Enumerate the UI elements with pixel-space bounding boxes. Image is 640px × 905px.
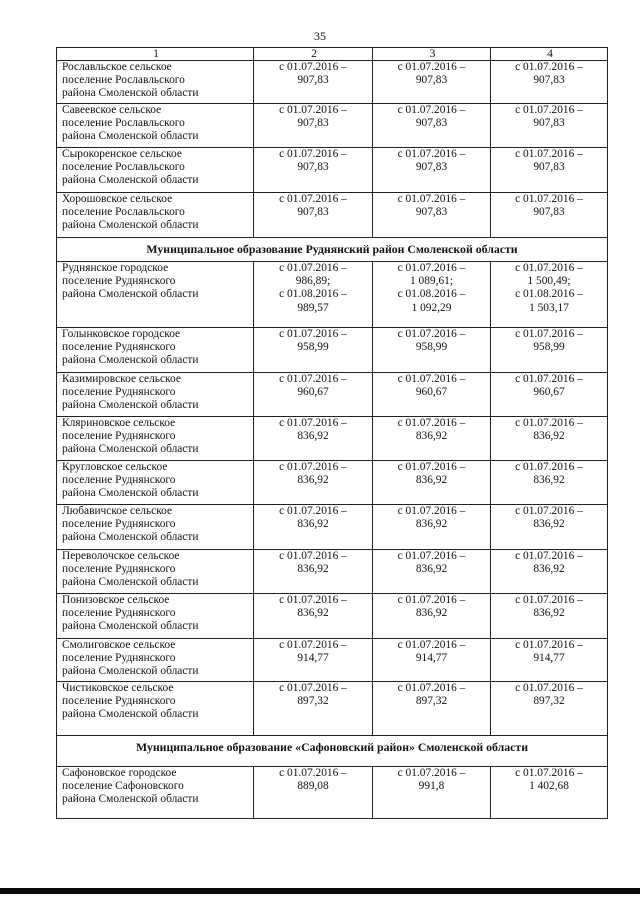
tariff-line: с 01.07.2016 – <box>397 639 466 651</box>
tariff-line: с 01.07.2016 – <box>515 328 583 340</box>
name-line: поселение Рославльского <box>62 161 185 174</box>
tariff-cell-col3 <box>373 328 491 373</box>
tariff-line: с 01.07.2016 – <box>397 594 466 606</box>
municipality-name-cell <box>57 328 254 373</box>
tariff-cell-col3 <box>373 61 491 104</box>
tariff-line: с 01.07.2016 – <box>397 505 466 517</box>
tariff-cell-col2 <box>254 417 373 461</box>
column-number: 2 <box>254 48 373 61</box>
tariff-line: 907,83 <box>415 74 448 87</box>
tariff-cell-col3 <box>373 461 491 505</box>
tariff-line: 986,89; <box>295 275 331 288</box>
tariff-line: 836,92 <box>415 607 448 620</box>
tariff-line: с 01.08.2016 – <box>397 288 466 301</box>
tariff-cell-col3 <box>373 639 491 682</box>
tariff-line: с 01.07.2016 – <box>279 373 347 385</box>
name-line: района Смоленской области <box>62 487 199 500</box>
tariff-cell-col2 <box>254 328 373 373</box>
tariff-line: 897,32 <box>297 695 329 708</box>
tariff-line: 914,77 <box>297 652 329 665</box>
tariff-cell-col4 <box>491 767 608 819</box>
municipality-name-cell <box>57 639 254 682</box>
tariff-line: 836,92 <box>297 518 329 531</box>
tariff-cell-col3 <box>373 104 491 148</box>
name-line: района Смоленской области <box>62 399 199 412</box>
table-row <box>57 767 608 819</box>
table-row <box>57 193 608 238</box>
name-line: поселение Руднянского <box>62 607 176 620</box>
section-heading: Муниципальное образование Руднянский район Смоленской области <box>57 238 608 262</box>
tariff-cell-col4 <box>491 461 608 505</box>
tariff-line: с 01.08.2016 – <box>279 288 347 301</box>
tariff-line: 836,92 <box>415 563 448 576</box>
tariff-line: с 01.07.2016 – <box>397 148 466 160</box>
tariff-line: с 01.08.2016 – <box>515 288 583 301</box>
tariff-line: 836,92 <box>415 474 448 487</box>
tariff-cell-col2 <box>254 193 373 238</box>
tariff-line: с 01.07.2016 – <box>515 417 583 429</box>
name-line: поселение Руднянского <box>62 652 176 665</box>
tariff-line: 991,8 <box>418 780 445 793</box>
tariff-cell-col3 <box>373 193 491 238</box>
tariff-line: с 01.07.2016 – <box>279 639 347 651</box>
table-row <box>57 461 608 505</box>
tariff-line: 836,92 <box>533 518 565 531</box>
tariff-cell-col2 <box>254 61 373 104</box>
tariff-cell-col4 <box>491 262 608 328</box>
municipality-name-cell <box>57 550 254 594</box>
tariff-cell-col2 <box>254 461 373 505</box>
tariff-line: 897,32 <box>533 695 565 708</box>
tariff-line: с 01.07.2016 – <box>515 373 583 385</box>
tariff-line: 889,08 <box>297 780 329 793</box>
tariff-cell-col2 <box>254 104 373 148</box>
tariff-line: 907,83 <box>297 74 329 87</box>
tariff-cell-col4 <box>491 104 608 148</box>
municipality-name-cell <box>57 767 254 819</box>
tariff-cell-col3 <box>373 767 491 819</box>
tariff-cell-col4 <box>491 505 608 550</box>
tariff-line: с 01.07.2016 – <box>515 148 583 160</box>
tariff-cell-col3 <box>373 682 491 736</box>
tariff-cell-col4 <box>491 328 608 373</box>
name-line: Понизовское сельское <box>62 594 170 606</box>
tariff-line: с 01.07.2016 – <box>515 104 583 116</box>
tariff-cell-col3 <box>373 550 491 594</box>
tariff-line: с 01.07.2016 – <box>279 104 347 116</box>
name-line: поселение Руднянского <box>62 695 176 708</box>
tariff-line: с 01.07.2016 – <box>397 104 466 116</box>
tariff-line: с 01.07.2016 – <box>279 594 347 606</box>
name-line: района Смоленской области <box>62 443 199 456</box>
tariff-line: с 01.07.2016 – <box>515 505 583 517</box>
tariff-line: с 01.07.2016 – <box>515 767 583 779</box>
municipality-name-cell <box>57 148 254 193</box>
tariff-line: с 01.07.2016 – <box>515 639 583 651</box>
name-line: поселение Руднянского <box>62 386 176 399</box>
tariff-line: 907,83 <box>297 161 329 174</box>
name-line: Чистиковское сельское <box>62 682 174 694</box>
tariff-line: 914,77 <box>415 652 448 665</box>
tariff-line: 907,83 <box>415 161 448 174</box>
name-line: Сырокоренское сельское <box>62 148 182 160</box>
tariff-cell-col2 <box>254 639 373 682</box>
tariff-line: 907,83 <box>533 206 565 219</box>
table-row <box>57 328 608 373</box>
tariff-line: с 01.07.2016 – <box>279 328 347 340</box>
tariff-line: с 01.07.2016 – <box>397 328 466 340</box>
tariff-line: с 01.07.2016 – <box>397 193 466 205</box>
bottom-rule <box>0 888 640 894</box>
name-line: поселение Руднянского <box>62 275 176 288</box>
tariff-cell-col2 <box>254 594 373 639</box>
tariff-line: 836,92 <box>297 607 329 620</box>
tariff-line: 907,83 <box>415 117 448 130</box>
table-row <box>57 417 608 461</box>
table-row <box>57 594 608 639</box>
tariff-line: с 01.07.2016 – <box>397 61 466 73</box>
municipality-name-cell <box>57 461 254 505</box>
tariff-cell-col4 <box>491 550 608 594</box>
tariff-cell-col3 <box>373 148 491 193</box>
tariff-line: 1 089,61; <box>409 275 454 288</box>
name-line: поселение Руднянского <box>62 430 176 443</box>
tariff-line: с 01.07.2016 – <box>397 682 466 694</box>
name-line: района Смоленской области <box>62 87 199 100</box>
tariff-cell-col2 <box>254 148 373 193</box>
tariff-line: 958,99 <box>297 341 329 354</box>
table-row <box>57 148 608 193</box>
tariff-line: 1 503,17 <box>529 301 569 314</box>
tariff-cell-col4 <box>491 148 608 193</box>
tariff-line: 897,32 <box>415 695 448 708</box>
column-number: 3 <box>373 48 491 61</box>
tariff-cell-col2 <box>254 682 373 736</box>
tariff-line: 1 500,49; <box>527 275 571 288</box>
name-line: района Смоленской области <box>62 130 199 143</box>
tariff-line: с 01.07.2016 – <box>279 505 347 517</box>
tariff-line: с 01.07.2016 – <box>279 461 347 473</box>
tariff-table <box>56 47 608 819</box>
name-line: района Смоленской области <box>62 531 199 544</box>
tariff-line: с 01.07.2016 – <box>397 417 466 429</box>
table-row <box>57 373 608 417</box>
tariff-cell-col4 <box>491 594 608 639</box>
tariff-line: с 01.07.2016 – <box>515 262 583 274</box>
name-line: Голынковское городское <box>62 328 181 340</box>
tariff-line: с 01.07.2016 – <box>515 461 583 473</box>
tariff-line: 907,83 <box>533 74 565 87</box>
column-number: 4 <box>491 48 608 61</box>
name-line: поселение Руднянского <box>62 474 176 487</box>
tariff-line: 836,92 <box>533 607 565 620</box>
table-row <box>57 550 608 594</box>
tariff-line: с 01.07.2016 – <box>397 767 466 779</box>
tariff-line: с 01.07.2016 – <box>279 417 347 429</box>
tariff-cell-col2 <box>254 505 373 550</box>
name-line: поселение Рославльского <box>62 117 185 130</box>
tariff-cell-col2 <box>254 550 373 594</box>
name-line: Хорошовское сельское <box>62 193 173 205</box>
tariff-cell-col4 <box>491 417 608 461</box>
table-row <box>57 505 608 550</box>
name-line: района Смоленской области <box>62 219 199 232</box>
name-line: Рославльское сельское <box>62 61 172 73</box>
name-line: Переволочское сельское <box>62 550 180 562</box>
tariff-line: 1 092,29 <box>411 301 452 314</box>
tariff-line: 907,83 <box>297 206 329 219</box>
tariff-line: 907,83 <box>297 117 329 130</box>
tariff-cell-col4 <box>491 373 608 417</box>
tariff-cell-col2 <box>254 767 373 819</box>
tariff-line: с 01.07.2016 – <box>515 61 583 73</box>
tariff-line: 836,92 <box>297 563 329 576</box>
name-line: Кляриновское сельское <box>62 417 176 429</box>
municipality-name-cell <box>57 594 254 639</box>
tariff-cell-col4 <box>491 193 608 238</box>
tariff-line: 960,67 <box>415 386 448 399</box>
municipality-name-cell <box>57 505 254 550</box>
name-line: Кругловское сельское <box>62 461 168 473</box>
name-line: Смолиговское сельское <box>62 639 176 651</box>
name-line: поселение Рославльского <box>62 74 185 87</box>
tariff-line: 958,99 <box>533 341 565 354</box>
column-number: 1 <box>57 48 254 61</box>
tariff-line: 958,99 <box>415 341 448 354</box>
name-line: района Смоленской области <box>62 793 199 806</box>
tariff-line: с 01.07.2016 – <box>279 262 347 274</box>
name-line: поселение Руднянского <box>62 341 176 354</box>
tariff-line: с 01.07.2016 – <box>279 148 347 160</box>
tariff-line: 836,92 <box>533 563 565 576</box>
tariff-line: 914,77 <box>533 652 565 665</box>
name-line: Казимировское сельское <box>62 373 181 385</box>
table-row <box>57 682 608 736</box>
tariff-line: 989,57 <box>297 301 329 314</box>
tariff-cell-col3 <box>373 505 491 550</box>
tariff-line: с 01.07.2016 – <box>279 193 347 205</box>
tariff-cell-col4 <box>491 682 608 736</box>
tariff-line: с 01.07.2016 – <box>279 682 347 694</box>
tariff-cell-col3 <box>373 262 491 328</box>
tariff-line: 960,67 <box>297 386 329 399</box>
name-line: Сафоновское городское <box>62 767 177 779</box>
tariff-line: 836,92 <box>297 474 329 487</box>
municipality-name-cell <box>57 417 254 461</box>
section-heading-row <box>57 736 608 767</box>
municipality-name-cell <box>57 61 254 104</box>
name-line: поселение Руднянского <box>62 563 176 576</box>
tariff-line: с 01.07.2016 – <box>515 550 583 562</box>
tariff-line: 836,92 <box>533 430 565 443</box>
tariff-line: 907,83 <box>533 161 565 174</box>
tariff-line: 907,83 <box>415 206 448 219</box>
tariff-cell-col2 <box>254 373 373 417</box>
name-line: района Смоленской области <box>62 620 199 633</box>
page-number: 35 <box>314 29 326 43</box>
municipality-name-cell <box>57 682 254 736</box>
name-line: поселение Сафоновского <box>62 780 184 793</box>
tariff-line: с 01.07.2016 – <box>397 262 466 274</box>
name-line: Савеевское сельское <box>62 104 162 116</box>
table-row <box>57 61 608 104</box>
municipality-name-cell <box>57 373 254 417</box>
name-line: Любавичское сельское <box>62 505 173 517</box>
tariff-line: 836,92 <box>415 430 448 443</box>
tariff-line: 836,92 <box>533 474 565 487</box>
tariff-cell-col3 <box>373 417 491 461</box>
municipality-name-cell <box>57 262 254 328</box>
tariff-cell-col4 <box>491 639 608 682</box>
tariff-line: 836,92 <box>297 430 329 443</box>
table-row <box>57 262 608 328</box>
tariff-cell-col3 <box>373 373 491 417</box>
tariff-line: с 01.07.2016 – <box>515 682 583 694</box>
tariff-line: с 01.07.2016 – <box>397 550 466 562</box>
tariff-line: с 01.07.2016 – <box>279 61 347 73</box>
tariff-line: 1 402,68 <box>529 780 569 793</box>
section-heading: Муниципальное образование «Сафоновский район» Смоленской области <box>57 736 608 767</box>
name-line: района Смоленской области <box>62 665 199 678</box>
name-line: поселение Руднянского <box>62 518 176 531</box>
tariff-cell-col3 <box>373 594 491 639</box>
name-line: района Смоленской области <box>62 354 199 367</box>
tariff-line: с 01.07.2016 – <box>515 193 583 205</box>
municipality-name-cell <box>57 193 254 238</box>
column-number-row <box>57 48 608 61</box>
municipality-name-cell <box>57 104 254 148</box>
name-line: района Смоленской области <box>62 708 199 721</box>
name-line: района Смоленской области <box>62 288 199 301</box>
name-line: поселение Рославльского <box>62 206 185 219</box>
tariff-line: 960,67 <box>533 386 565 399</box>
tariff-line: с 01.07.2016 – <box>515 594 583 606</box>
name-line: района Смоленской области <box>62 576 199 589</box>
tariff-line: с 01.07.2016 – <box>279 550 347 562</box>
name-line: района Смоленской области <box>62 174 199 187</box>
tariff-line: 907,83 <box>533 117 565 130</box>
tariff-line: с 01.07.2016 – <box>279 767 347 779</box>
tariff-line: 836,92 <box>415 518 448 531</box>
tariff-line: с 01.07.2016 – <box>397 373 466 385</box>
section-heading-row <box>57 238 608 262</box>
table-row <box>57 104 608 148</box>
name-line: Руднянское городское <box>62 262 169 274</box>
table-row <box>57 639 608 682</box>
tariff-cell-col4 <box>491 61 608 104</box>
tariff-line: с 01.07.2016 – <box>397 461 466 473</box>
tariff-cell-col2 <box>254 262 373 328</box>
